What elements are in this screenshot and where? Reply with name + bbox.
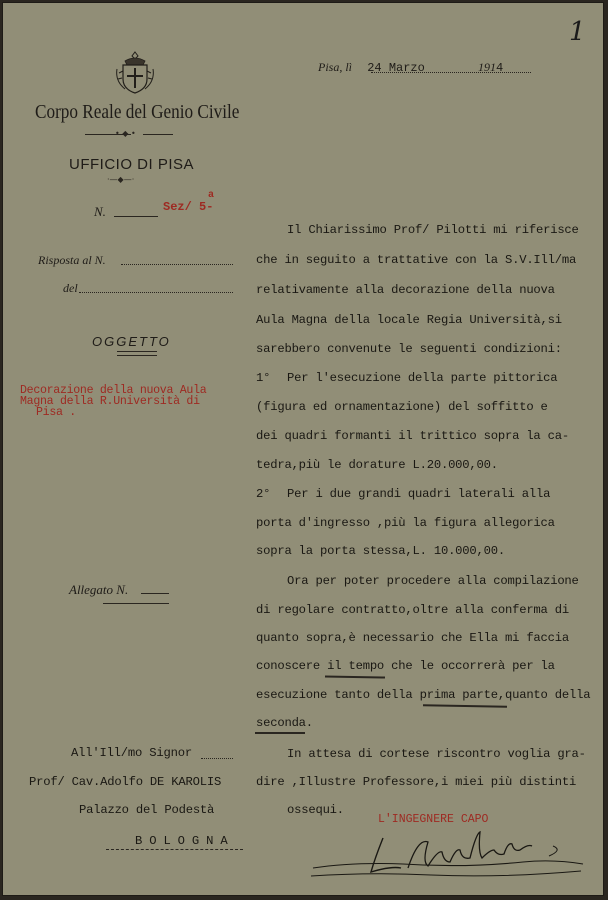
subject-line: Magna della R.Università di [20,395,200,408]
section-superscript: a [208,190,215,201]
body-line: porta d'ingresso ,più la figura allegorica [256,516,555,530]
royal-crest-icon [113,49,157,97]
body-line: Ora per poter procedere alla compilazione [287,574,579,588]
body-line: seconda. [256,716,313,730]
body-line: sopra la porta stessa,L. 10.000,00. [256,544,505,558]
body-line: dire ,Illustre Professore,i miei più distinti [256,775,577,789]
body-line: ossequi. [287,803,344,817]
date-year-prefix: 191 [478,60,497,74]
body-line: sarebbero convenute le seguenti condizioni: [256,342,562,356]
item-marker-1: 1° [256,371,271,385]
subject-underline [117,351,157,356]
page-number: 1 [569,17,586,47]
date-ref-label: del [63,281,78,295]
body-line: di regolare contratto,oltre alla conferma di [256,603,570,617]
underline-prima-parte [423,704,507,707]
recipient-name: Prof/ Cav.Adolfo DE KAROLIS [29,775,222,789]
underline-seconda [255,732,305,734]
body-line: Per l'esecuzione della parte pittorica [287,371,558,385]
ornament-dots: ·—◆—· [107,175,135,184]
attachment-line-2 [103,603,169,604]
subject-text [20,385,240,418]
office-subtitle: UFFICIO DI PISA [69,156,195,173]
signatory-title: L'INGEGNERE CAPO [378,813,489,826]
date-year-suffix: 4 [496,61,504,75]
item-marker-2: 2° [256,487,271,501]
protocol-number-line [114,216,158,217]
subject-heading: OGGETTO [92,334,171,349]
body-line: che in seguito a trattative con la S.V.Ill/ma [256,253,577,267]
ornament-dots: • ◆ • [115,129,136,138]
letter-page [2,2,604,896]
body-line: dei quadri formanti il trittico sopra la ca- [256,429,570,443]
attachment-label: Allegato N. [69,582,129,597]
body-line: quanto sopra,è necessario che Ella mi faccia [256,631,570,645]
handwritten-signature [303,818,593,893]
underline-tempo [325,675,385,678]
body-line: Il Chiarissimo Prof/ Pilotti mi riferisce [287,223,579,237]
body-line: conoscere il tempo che le occorrerà per la [256,659,555,673]
protocol-number-label: N. [94,204,106,219]
body-line: (figura ed ornamentazione) del soffitto e [256,400,548,414]
recipient-city: B O L O G N A [135,834,228,848]
body-line: In attesa di cortese riscontro voglia gra- [287,747,586,761]
section-number: Sez/ 5- [163,200,214,214]
body-line: tedra,più le dorature L.20.000,00. [256,458,498,472]
body-line: Per i due grandi quadri laterali alla [287,487,551,501]
date-line [371,72,531,73]
office-title: Corpo Reale del Genio Civile [35,101,240,123]
attachment-line [141,593,169,594]
city-rule [106,849,243,850]
body-line: esecuzione tanto della prima parte,quanto della [256,688,591,702]
date-day-month: 24 Marzo [367,61,425,75]
subject-line: Decorazione della nuova Aula [20,384,207,397]
ornament-rule [143,134,173,135]
recipient-building: Palazzo del Podestà [79,803,215,817]
subject-line: Pisa . [36,406,76,419]
body-line: relativamente alla decorazione della nuova [256,283,555,297]
recipient-line [201,758,233,759]
date-ref-line [79,292,233,293]
reply-to-line [121,264,233,265]
date-place: Pisa, lì [318,60,353,74]
recipient-salutation: All'Ill/mo Signor [71,746,192,760]
body-line: Aula Magna della locale Regia Università,si [256,313,562,327]
reply-to-label: Risposta al N. [38,253,106,267]
